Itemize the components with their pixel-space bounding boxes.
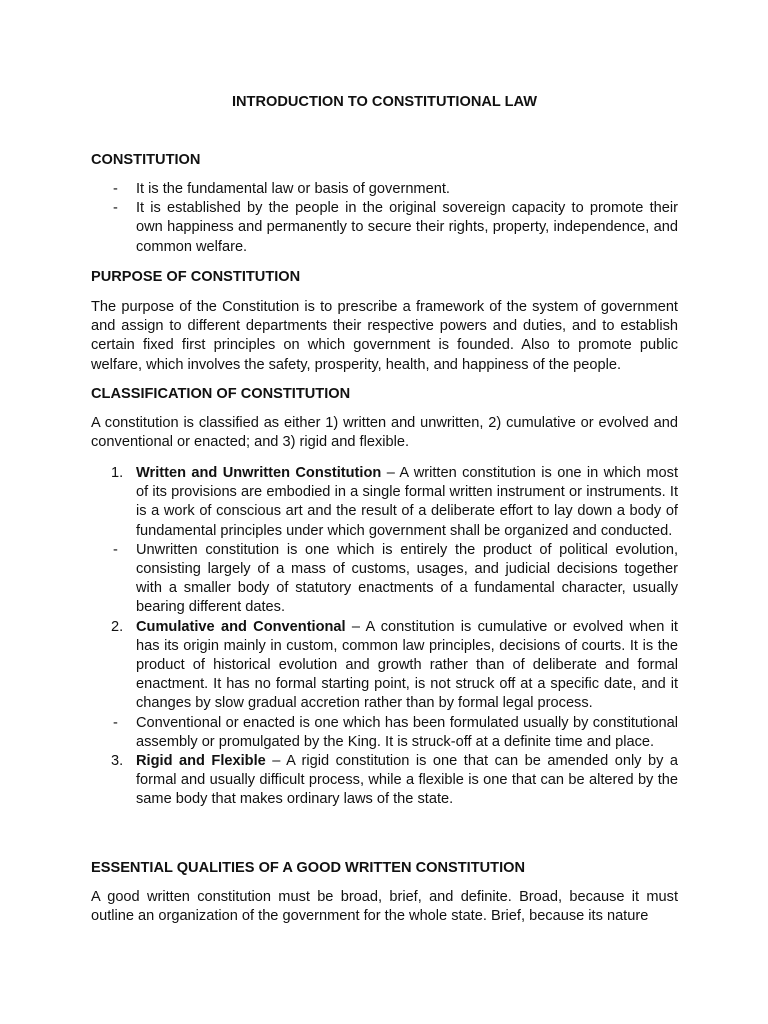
- classification-list: [91, 464, 678, 810]
- list-item: [91, 714, 678, 752]
- heading-essential-qualities: ESSENTIAL QUALITIES OF A GOOD WRITTEN CONSTITUTION: [91, 860, 526, 876]
- list-number: 3.: [111, 753, 124, 770]
- heading-classification: CLASSIFICATION OF CONSTITUTION: [91, 386, 351, 402]
- classification-subtext: Unwritten constitution is one which is entirely the product of political evolution, consisting largely of a mass of customs, usages, and judicial decisions together with a smaller body of statutory enactments of a fundamental character, usually bearing different dates.: [136, 541, 678, 616]
- list-number: 2.: [111, 618, 124, 635]
- list-item: [91, 541, 678, 618]
- dash-marker: -: [113, 200, 118, 217]
- classification-term: Written and Unwritten Constitution: [136, 465, 382, 481]
- classification-text: – A constitution is cumulative or evolved when it has its origin mainly in custom, common law principles, decisions of courts. It is the product of historical evolution and growth rather than of deliberate and formal enactment. It has no formal starting point, is not struck off at a specific date, and it changes by slow gradual accretion rather than by formal legal process.: [136, 618, 678, 712]
- heading-constitution: CONSTITUTION: [91, 152, 201, 168]
- list-item: [91, 180, 678, 199]
- purpose-paragraph: The purpose of the Constitution is to prescribe a framework of the system of government and assign to different departments their respective powers and duties, and to establish certain fixed first principles on which government is founded. Also to promote public welfare, which involves the safety, prosperity, health, and happiness of the people.: [91, 299, 678, 373]
- heading-purpose: PURPOSE OF CONSTITUTION: [91, 269, 301, 285]
- list-number: 1.: [111, 465, 124, 481]
- constitution-bullet-list: [91, 180, 678, 257]
- qualities-paragraph: A good written constitution must be broad, brief, and definite. Broad, because it must outline an organization of the government for the whole state. Brief, because its nature: [91, 889, 678, 925]
- classification-subtext: Conventional or enacted is one which has been formulated usually by constitutional assembly or promulgated by the King. It is struck-off at a definite time and place.: [136, 714, 678, 750]
- document-title: INTRODUCTION TO CONSTITUTIONAL LAW: [231, 94, 538, 110]
- list-item: [91, 752, 678, 810]
- list-item-text: It is established by the people in the original sovereign capacity to promote their own happiness and permanently to secure their rights, property, independence, and common welfare.: [136, 200, 678, 255]
- dash-marker: -: [113, 181, 118, 197]
- list-item-text: It is the fundamental law or basis of government.: [136, 181, 450, 197]
- dash-marker: -: [113, 541, 118, 558]
- list-item: [91, 464, 678, 541]
- classification-intro: A constitution is classified as either 1) written and unwritten, 2) cumulative or evolved and conventional or enacted; and 3) rigid and flexible.: [91, 415, 678, 451]
- classification-term: Rigid and Flexible: [136, 753, 266, 770]
- classification-term: Cumulative and Conventional: [136, 618, 346, 635]
- list-item: [91, 199, 678, 257]
- dash-marker: -: [113, 714, 118, 731]
- classification-text: – A rigid constitution is one that can be amended only by a formal and usually difficult process, while a flexible is one that can be altered by the same body that makes ordinary laws of the state.: [136, 753, 679, 808]
- classification-text: – A written constitution is one in which most of its provisions are embodied in a single formal written instrument or instruments. It is a work of conscious art and the result of a deliberate effort to lay down a body of fundamental principles under which government shall be organized and conducted.: [136, 465, 678, 539]
- list-item: [91, 618, 678, 714]
